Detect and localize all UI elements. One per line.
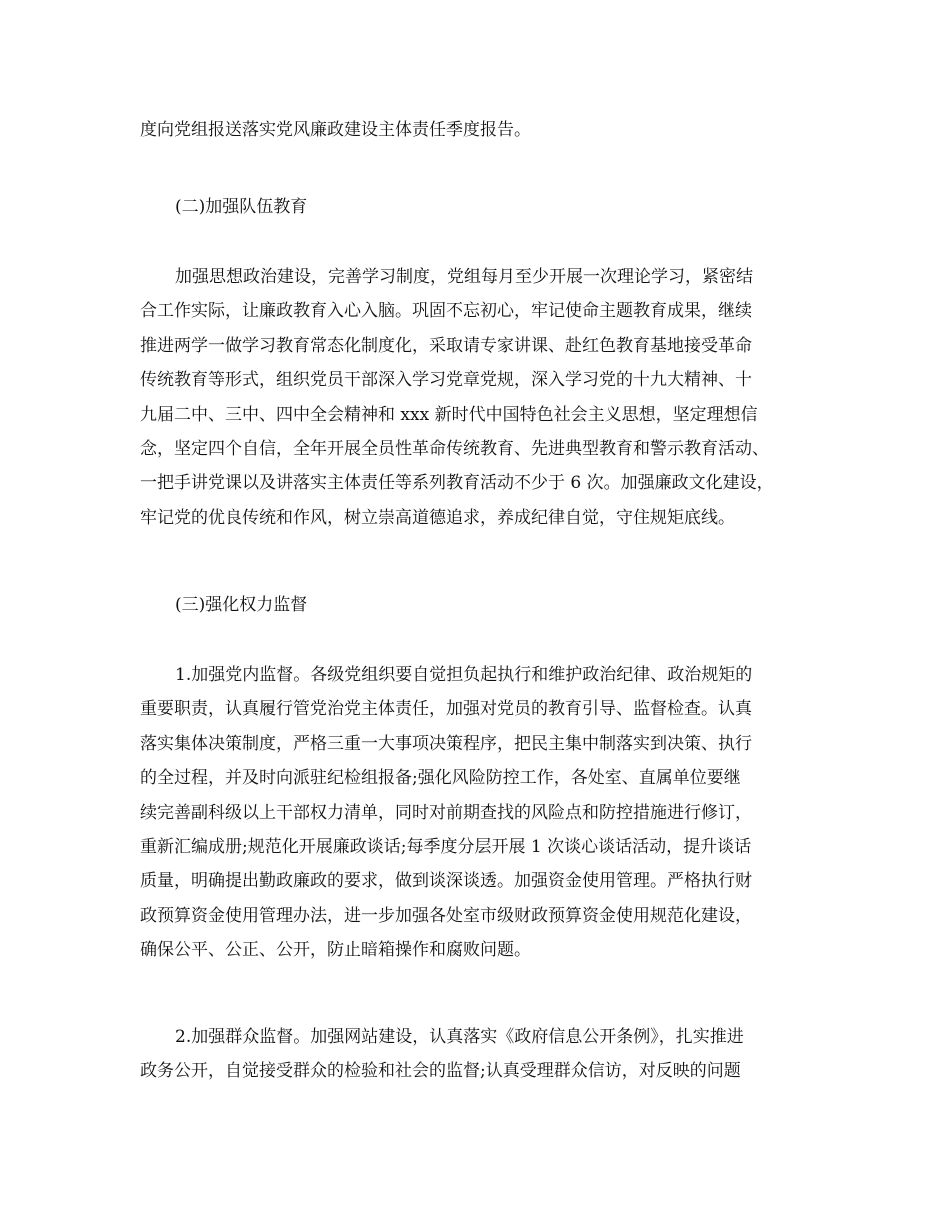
text-line: 推进两学一做学习教育常态化制度化，采取请专家讲课、赴红色教育基地接受革命	[140, 335, 752, 356]
section-heading-3	[140, 588, 820, 622]
text-line: 续完善副科级以上干部权力清单，同时对前期查找的风险点和防控措施进行修订，	[140, 802, 752, 823]
paragraph-team-education	[140, 260, 820, 535]
text-line: 加强思想政治建设，完善学习制度，党组每月至少开展一次理论学习，紧密结	[175, 267, 753, 287]
text-line: 牢记党的优良传统和作风，树立崇高道德追求，养成纪律自觉，守住规矩底线。	[140, 507, 735, 528]
text-line: 度向党组报送落实党风廉政建设主体责任季度报告。	[140, 120, 531, 140]
text-line: 念，坚定四个自信，全年开展全员性革命传统教育、先进典型教育和警示教育活动、	[140, 438, 769, 459]
text-line: 质量，明确提出勤政廉政的要求，做到谈深谈透。加强资金使用管理。严格执行财	[140, 871, 752, 892]
text-line: 1.加强党内监督。各级党组织要自觉担负起执行和维护政治纪律、政治规矩的	[175, 665, 753, 685]
text-line: 重要职责，认真履行管党治党主体责任，加强对党员的教育引导、监督检查。认真	[140, 699, 752, 720]
text-line: 合工作实际，让廉政教育入心入脑。巩固不忘初心，牢记使命主题教育成果，继续	[140, 301, 752, 322]
text-line: 政预算资金使用管理办法，进一步加强各处室市级财政预算资金使用规范化建设，	[140, 905, 752, 926]
heading-text: (三)强化权力监督	[175, 595, 308, 615]
text-line: 政务公开，自觉接受群众的检验和社会的监督;认真受理群众信访，对反映的问题	[140, 1061, 741, 1082]
text-line: 落实集体决策制度，严格三重一大事项决策程序，把民主集中制落实到决策、执行	[140, 733, 752, 754]
text-line: 重新汇编成册;规范化开展廉政谈话;每季度分层开展 1 次谈心谈话活动，提升谈话	[140, 836, 752, 857]
text-line: 传统教育等形式，组织党员干部深入学习党章党规，深入学习党的十九大精神、十	[140, 370, 752, 391]
text-line: 一把手讲党课以及讲落实主体责任等系列教育活动不少于 6 次。加强廉政文化建设，	[140, 473, 774, 494]
paragraph-continuation	[140, 113, 820, 147]
text-line: 九届二中、三中、四中全会精神和 xxx 新时代中国特色社会主义思想，坚定理想信	[140, 404, 758, 425]
text-line: 的全过程，并及时向派驻纪检组报备;强化风险防控工作，各处室、直属单位要继	[140, 768, 741, 789]
text-line: 确保公平、公正、公开，防止暗箱操作和腐败问题。	[140, 940, 531, 961]
paragraph-internal-supervision	[140, 658, 820, 968]
text-line: 2.加强群众监督。加强网站建设，认真落实《政府信息公开条例》，扎实推进	[175, 1027, 744, 1047]
section-heading-2	[140, 190, 820, 224]
paragraph-public-supervision	[140, 1020, 820, 1089]
heading-text: (二)加强队伍教育	[175, 197, 308, 217]
